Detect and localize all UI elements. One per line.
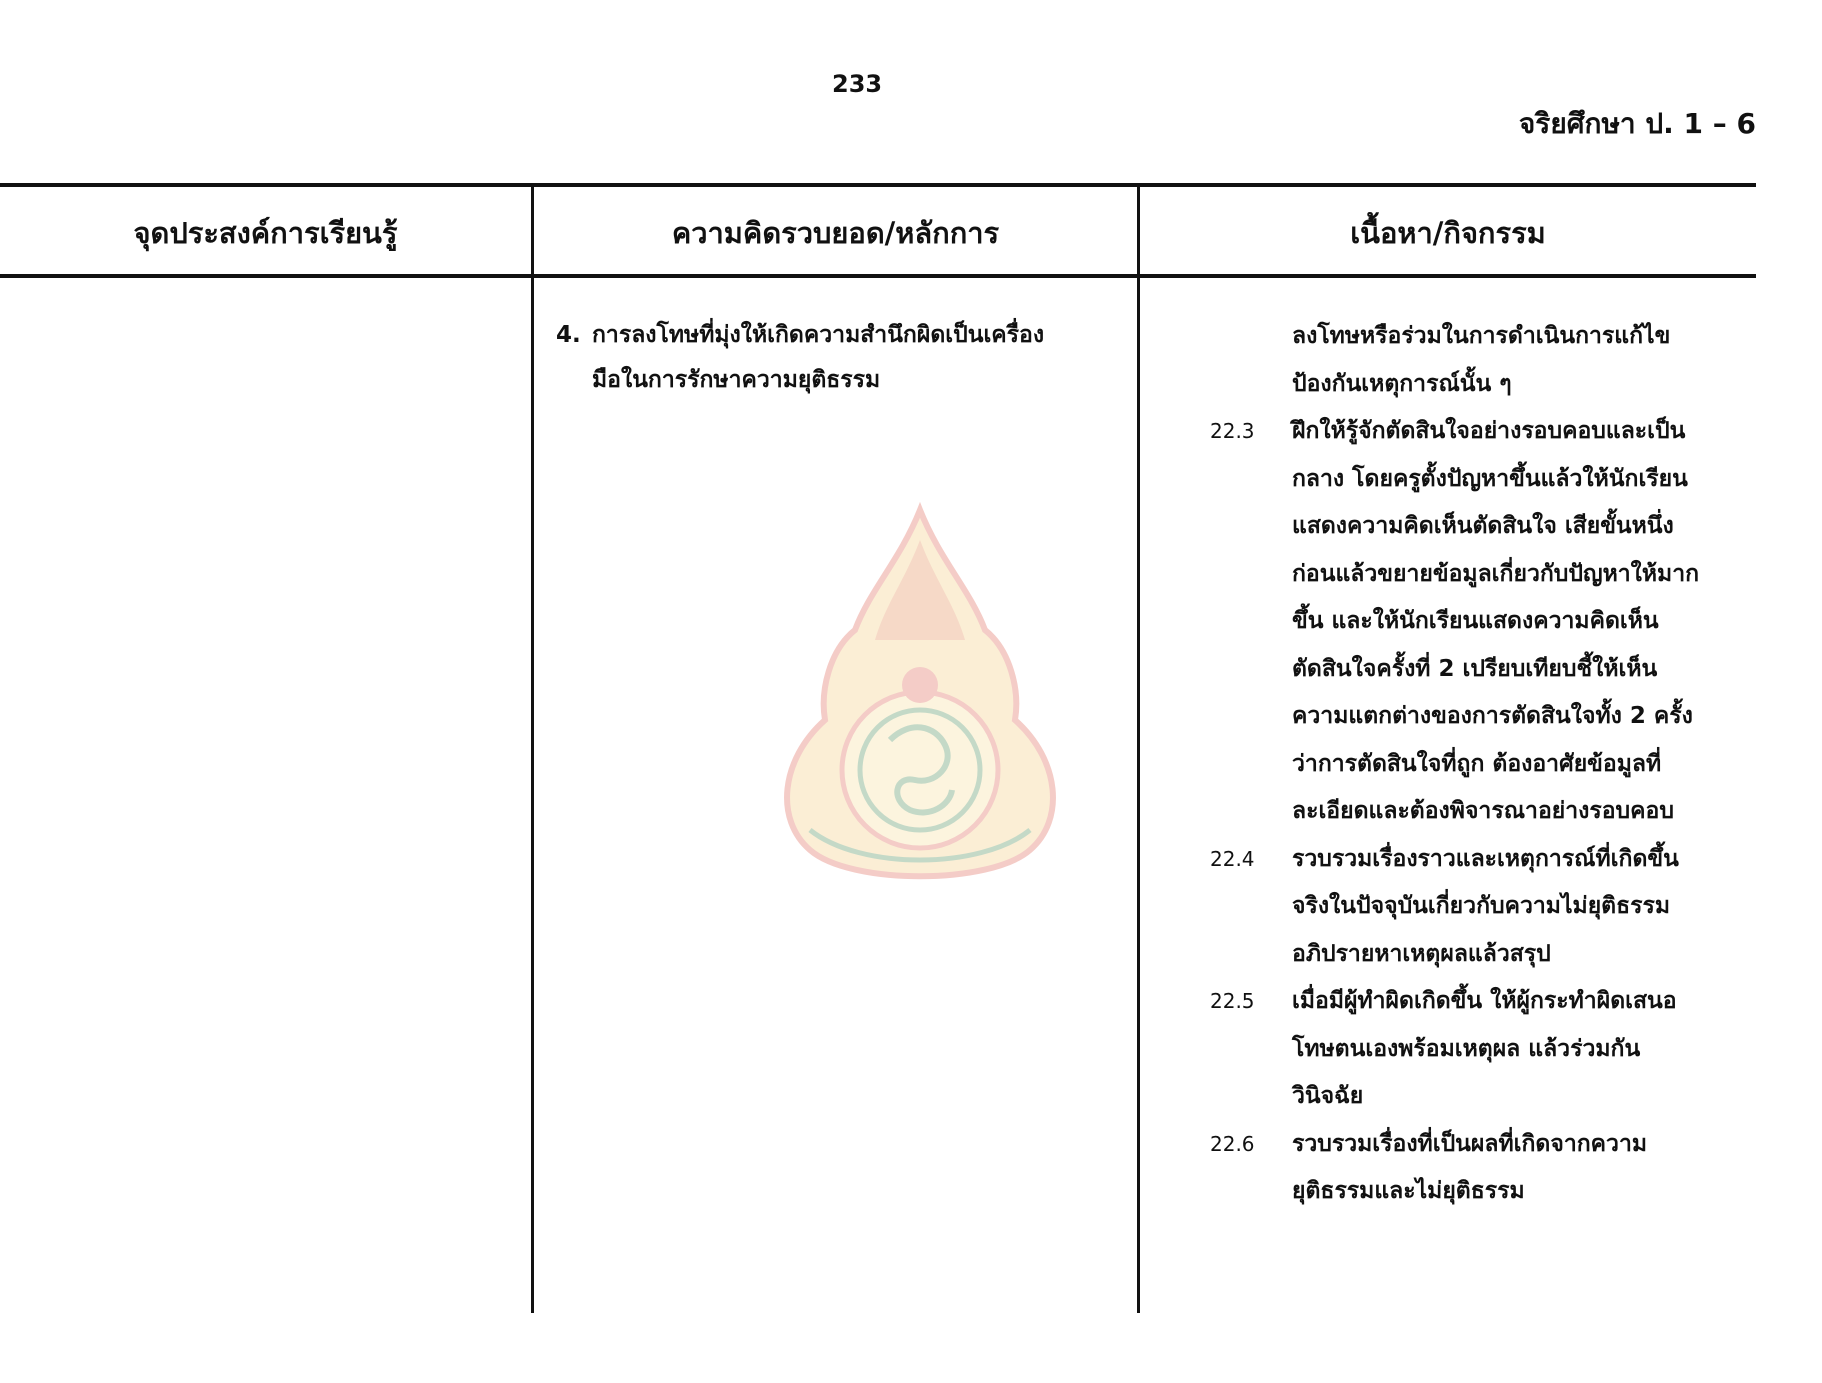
activity-number: 22.4 xyxy=(1210,846,1255,871)
activity-line: จริงในปัจจุบันเกี่ยวกับความไม่ยุติธรรม xyxy=(1292,893,1671,919)
column-header-content: เนื้อหา/กิจกรรม xyxy=(1350,216,1546,250)
activity-item-22-5 xyxy=(1210,978,1730,1121)
table-header-rule xyxy=(0,274,1756,278)
column-header-concepts: ความคิดรวบยอด/หลักการ xyxy=(671,216,1000,250)
activities-list xyxy=(1210,313,1730,1216)
activity-line: โทษตนเองพร้อมเหตุผล แล้วร่วมกัน xyxy=(1292,1035,1641,1062)
activity-line: ขึ้น และให้นักเรียนแสดงความคิดเห็น xyxy=(1292,608,1659,634)
activity-number: 22.5 xyxy=(1210,989,1255,1013)
subject-header: จริยศึกษา ป. 1 – 6 xyxy=(1518,107,1756,140)
column-divider-2 xyxy=(1137,183,1140,1313)
activity-item-22-3 xyxy=(1210,408,1730,836)
activity-line: ฝึกให้รู้จักตัดสินใจอย่างรอบคอบและเป็น xyxy=(1292,418,1686,444)
activity-continuation xyxy=(1210,313,1730,408)
activity-number: 22.6 xyxy=(1210,1131,1255,1156)
principle-number: 4. xyxy=(556,322,581,348)
activity-line: รวบรวมเรื่องที่เป็นผลที่เกิดจากความ xyxy=(1292,1130,1648,1157)
activity-number: 22.3 xyxy=(1210,419,1255,443)
activity-line: กลาง โดยครูตั้งปัญหาขึ้นแล้วให้นักเรียน xyxy=(1292,465,1688,492)
principle-line: การลงโทษที่มุ่งให้เกิดความสำนึกผิดเป็นเครื่อง xyxy=(592,322,1045,348)
activity-line: ตัดสินใจครั้งที่ 2 เปรียบเทียบชี้ให้เห็น xyxy=(1292,655,1658,682)
principle-item xyxy=(556,313,1126,403)
activity-line: วินิจฉัย xyxy=(1292,1083,1364,1109)
activity-line: แสดงความคิดเห็นตัดสินใจ เสียขั้นหนึ่ง xyxy=(1292,513,1674,539)
activity-line: ก่อนแล้วขยายข้อมูลเกี่ยวกับปัญหาให้มาก xyxy=(1292,560,1700,587)
principle-line: มือในการรักษาความยุติธรรม xyxy=(592,367,881,393)
activity-line: ละเอียดและต้องพิจารณาอย่างรอบคอบ xyxy=(1292,798,1674,824)
activity-line: ลงโทษหรือร่วมในการดำเนินการแก้ไข xyxy=(1292,323,1671,349)
activity-item-22-4 xyxy=(1210,836,1730,979)
activity-item-22-6 xyxy=(1210,1121,1730,1216)
page-number: 233 xyxy=(832,70,883,98)
activity-line: อภิปรายหาเหตุผลแล้วสรุป xyxy=(1292,940,1551,967)
table-top-rule xyxy=(0,183,1756,187)
column-header-objectives: จุดประสงค์การเรียนรู้ xyxy=(133,216,398,250)
column-divider-1 xyxy=(531,183,534,1313)
activity-line: ยุติธรรมและไม่ยุติธรรม xyxy=(1292,1178,1525,1204)
seal-emblem-icon xyxy=(770,500,1070,890)
activity-line: ป้องกันเหตุการณ์นั้น ๆ xyxy=(1292,370,1512,397)
activity-line: ว่าการตัดสินใจที่ถูก ต้องอาศัยข้อมูลที่ xyxy=(1292,750,1662,777)
activity-line: รวบรวมเรื่องราวและเหตุการณ์ที่เกิดขึ้น xyxy=(1292,845,1679,872)
activity-line: ความแตกต่างของการตัดสินใจทั้ง 2 ครั้ง xyxy=(1292,703,1693,729)
activity-line: เมื่อมีผู้ทำผิดเกิดขึ้น ให้ผู้กระทำผิดเสนอ xyxy=(1292,988,1677,1014)
